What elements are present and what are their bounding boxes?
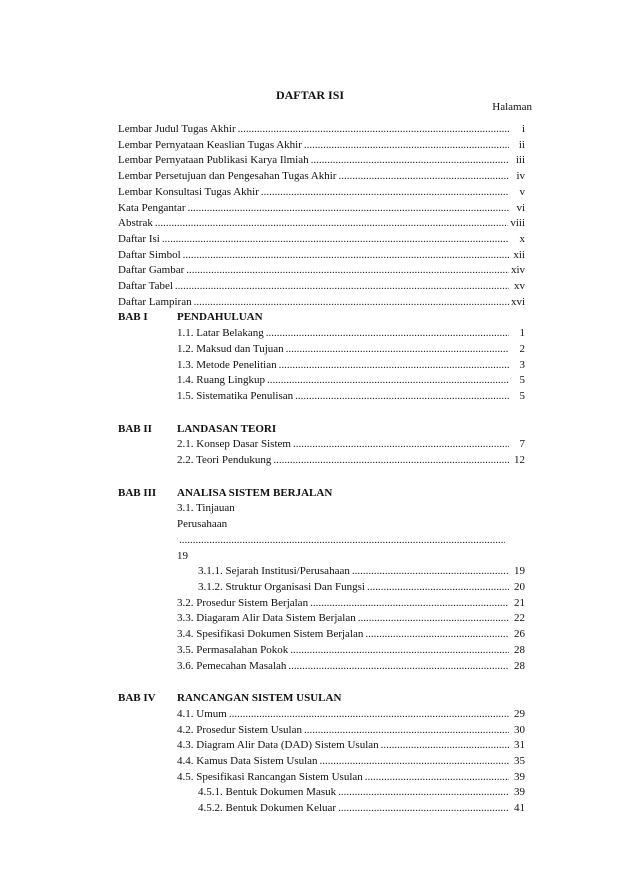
toc-entry[interactable] <box>118 169 525 185</box>
chapter-heading[interactable] <box>118 422 525 438</box>
toc-entry-text: Kata Pengantar <box>118 201 186 214</box>
page-title: DAFTAR ISI <box>275 88 345 102</box>
leader-dots <box>194 295 509 311</box>
toc-entry[interactable] <box>118 358 525 374</box>
toc-entry[interactable] <box>118 216 525 232</box>
leader-dots <box>365 770 509 786</box>
toc-entry[interactable] <box>118 326 525 342</box>
leader-dots <box>304 138 509 154</box>
leader-dots <box>179 533 505 549</box>
toc-entry-page: 28 <box>514 659 525 672</box>
toc-entry[interactable] <box>118 342 525 358</box>
toc-entry-page: 2 <box>519 342 525 355</box>
toc-entry-text: 2.1. Konsep Dasar Sistem <box>177 438 291 451</box>
toc-entry-text: 1.2. Maksud dan Tujuan <box>177 342 284 355</box>
toc-entry[interactable] <box>118 437 525 453</box>
toc-entry-text: 1.3. Metode Penelitian <box>177 358 277 371</box>
toc-entry[interactable] <box>118 785 525 801</box>
toc-entry[interactable] <box>118 389 525 405</box>
leader-dots <box>338 785 509 801</box>
leader-dots <box>155 216 509 232</box>
toc-entry[interactable] <box>118 643 525 659</box>
toc-entry-text: Lembar Pernyataan Publikasi Karya Ilmiah <box>118 154 309 167</box>
toc-entry[interactable] <box>118 295 525 311</box>
leader-dots <box>238 122 509 138</box>
toc-entry-text: 4.4. Kamus Data Sistem Usulan <box>177 755 318 768</box>
leader-dots <box>288 659 509 675</box>
toc-entry[interactable] <box>118 263 525 279</box>
toc-entry-page: 35 <box>514 755 525 768</box>
toc-entry-text: 4.2. Prosedur Sistem Usulan <box>177 723 302 736</box>
toc-entry-page: 41 <box>514 802 525 815</box>
chapter-title: LANDASAN TEORI <box>177 422 277 435</box>
toc-entry-text: Daftar Isi <box>118 232 160 245</box>
chapter-heading[interactable] <box>118 486 525 502</box>
toc-entry[interactable] <box>118 185 525 201</box>
toc-entry[interactable] <box>118 707 525 723</box>
toc-entry[interactable] <box>118 801 525 817</box>
leader-dots <box>290 643 509 659</box>
toc-entry-page: 19 <box>177 549 188 562</box>
toc-entry-text: Daftar Gambar <box>118 264 185 277</box>
chapter-title: RANCANGAN SISTEM USULAN <box>177 692 342 705</box>
leader-dots <box>286 342 509 358</box>
toc-entry-text: 3.1.2. Struktur Organisasi Dan Fungsi <box>198 580 365 593</box>
leader-dots <box>261 185 509 201</box>
toc-entry-page: 39 <box>514 786 525 799</box>
toc-entry-page: xiv <box>510 264 525 277</box>
leader-dots <box>295 389 509 405</box>
toc-entry[interactable] <box>118 122 525 138</box>
leader-dots <box>381 738 509 754</box>
chapter-number: BAB III <box>118 486 157 499</box>
toc-entry-page: 22 <box>514 612 525 625</box>
toc-entry-text: Daftar Tabel <box>118 280 173 293</box>
leader-dots <box>175 279 509 295</box>
toc-entry[interactable] <box>118 153 525 169</box>
toc-entry-page: i <box>521 123 525 135</box>
chapter-number: BAB IV <box>118 692 156 705</box>
toc-entry-page: xvi <box>510 295 525 308</box>
leader-dots <box>311 153 509 169</box>
toc-entry-page: 28 <box>514 643 525 656</box>
leader-dots <box>162 232 509 248</box>
toc-entry[interactable] <box>118 248 525 264</box>
toc-entry[interactable] <box>118 232 525 248</box>
toc-entry-text: Lembar Pernyataan Keaslian Tugas Akhir <box>118 138 302 151</box>
toc-entry-page: 5 <box>519 389 525 402</box>
toc-entry-page: viii <box>510 217 525 230</box>
toc-entry-text: 3.1.1. Sejarah Institusi/Perusahaan <box>198 565 350 578</box>
toc-entry[interactable] <box>118 596 525 612</box>
toc-entry[interactable] <box>118 659 525 675</box>
spacer <box>118 469 525 486</box>
toc-entry[interactable] <box>118 770 525 786</box>
toc-entry-page: iv <box>516 170 525 183</box>
leader-dots <box>352 564 509 580</box>
toc-entry-text: 1.5. Sistematika Penulisan <box>177 389 294 402</box>
toc-entry[interactable] <box>118 611 525 627</box>
leader-dots <box>229 707 509 723</box>
toc-entry-text: 3.6. Pemecahan Masalah <box>177 659 287 672</box>
toc-entry[interactable] <box>118 580 525 596</box>
chapter-number: BAB I <box>118 311 148 324</box>
toc-entry-text: 4.5.1. Bentuk Dokumen Masuk <box>198 786 337 799</box>
leader-dots <box>186 263 509 279</box>
toc-entry-text: Lembar Judul Tugas Akhir <box>118 123 236 135</box>
toc-entry-text: Lembar Konsultasi Tugas Akhir <box>118 185 259 198</box>
toc-entry-text: 3.4. Spesifikasi Dokumen Sistem Berjalan <box>177 628 364 641</box>
toc-entry[interactable] <box>118 279 525 295</box>
toc-entry[interactable] <box>118 564 525 580</box>
chapter-title: ANALISA SISTEM BERJALAN <box>177 486 333 499</box>
leader-dots <box>267 373 509 389</box>
leader-dots <box>310 596 509 612</box>
toc-entry-text: 4.1. Umum <box>177 707 227 720</box>
toc-entry-text: 4.3. Diagram Alir Data (DAD) Sistem Usulan <box>177 739 379 752</box>
toc-entry-page: vi <box>516 201 525 214</box>
toc-entry[interactable] <box>118 627 525 643</box>
toc-entry-text-continued: Perusahaan <box>177 518 228 531</box>
toc-entry[interactable] <box>118 138 525 154</box>
toc-entry-text: 4.5. Spesifikasi Rancangan Sistem Usulan <box>177 770 363 783</box>
toc-entry-page: 21 <box>514 596 525 609</box>
toc-entry-page: v <box>519 185 525 198</box>
toc-entry-text: 3.2. Prosedur Sistem Berjalan <box>177 596 309 609</box>
toc-entry-page: 39 <box>514 770 525 783</box>
page-column-label: Halaman <box>492 101 532 113</box>
spacer <box>118 674 525 691</box>
leader-dots <box>273 453 509 469</box>
toc-entry-text: 1.4. Ruang Lingkup <box>177 374 265 387</box>
chapter-heading[interactable] <box>118 691 525 707</box>
toc-entry-page: iii <box>515 154 525 167</box>
toc-entry-page: x <box>519 232 525 245</box>
toc-entry-page: xv <box>514 280 525 293</box>
leader-dots <box>365 627 509 643</box>
chapter-heading[interactable] <box>118 310 525 326</box>
toc-entry-page: 3 <box>519 358 525 371</box>
toc-entry[interactable] <box>118 201 525 217</box>
toc-entry-page: 12 <box>514 454 525 467</box>
toc-entry[interactable] <box>118 738 525 754</box>
leader-dots <box>338 801 509 817</box>
toc-entry-text: 2.2. Teori Pendukung <box>177 454 272 467</box>
leader-dots <box>279 358 509 374</box>
toc-entry-page: 30 <box>514 723 525 736</box>
toc-entry-page: 20 <box>514 580 525 593</box>
toc-entry[interactable] <box>118 723 525 739</box>
toc-entry-text: 1.1. Latar Belakang <box>177 327 264 340</box>
leader-dots <box>183 248 509 264</box>
toc-entry-page: 26 <box>514 628 525 641</box>
toc-entry-page: ii <box>518 138 525 151</box>
toc-entry-text: 3.3. Diagaram Alir Data Sistem Berjalan <box>177 612 356 625</box>
toc-entry-page: xii <box>513 248 525 261</box>
leader-dots <box>266 326 509 342</box>
leader-dots <box>304 723 509 739</box>
toc-entry-page: 1 <box>519 327 525 340</box>
toc-entry-text: Daftar Simbol <box>118 248 181 261</box>
chapter-title: PENDAHULUAN <box>177 311 263 324</box>
toc-entry-page: 19 <box>514 565 525 578</box>
leader-dots <box>293 437 509 453</box>
leader-dots <box>188 201 510 217</box>
toc-entry-text: 4.5.2. Bentuk Dokumen Keluar <box>198 802 337 815</box>
toc-entry-text: Lembar Persetujuan dan Pengesahan Tugas Akhir <box>118 170 337 183</box>
table-of-contents <box>118 122 525 817</box>
toc-entry-page: 31 <box>514 739 525 752</box>
leader-dots <box>320 754 509 770</box>
leader-line <box>118 533 525 549</box>
toc-entry[interactable] <box>118 373 525 389</box>
toc-entry-text[interactable]: 3.1. Tinjauan <box>177 502 235 515</box>
chapter-number: BAB II <box>118 422 152 435</box>
toc-entry-page: 5 <box>519 374 525 387</box>
toc-entry[interactable] <box>118 754 525 770</box>
toc-entry-page: 29 <box>514 707 525 720</box>
toc-entry-text: Daftar Lampiran <box>118 295 192 308</box>
leader-dots <box>358 611 509 627</box>
toc-entry[interactable] <box>118 453 525 469</box>
toc-entry-text: 3.5. Permasalahan Pokok <box>177 643 289 656</box>
spacer <box>118 405 525 422</box>
leader-dots <box>338 169 509 185</box>
toc-entry-page: 7 <box>519 438 525 451</box>
toc-entry-text: Abstrak <box>118 217 153 230</box>
leader-dots <box>367 580 509 596</box>
